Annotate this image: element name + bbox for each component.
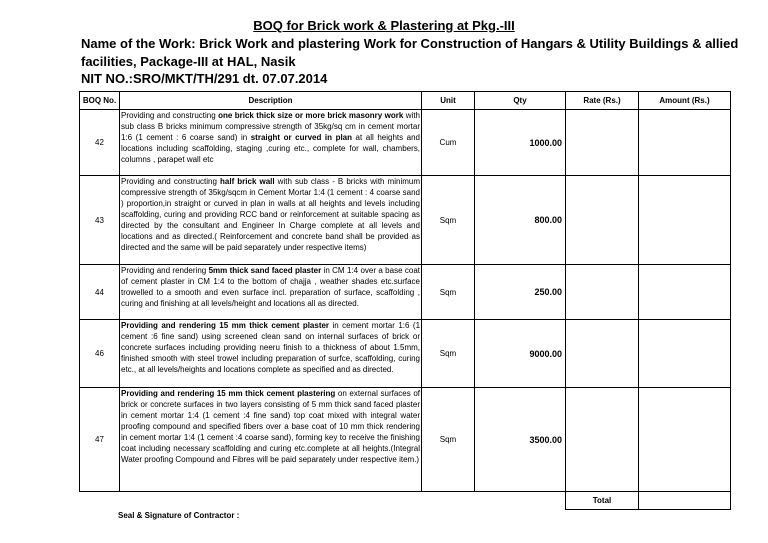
boq-table: [79, 91, 731, 510]
header-rate: Rate (Rs.): [566, 92, 639, 110]
unit-cell: Sqm: [422, 388, 475, 492]
table-row: [80, 388, 731, 492]
description-text: with sub class B bricks minimum compressive strength of 35kg/sq cm in cement mortar 1:6 (1 cement : 6 coarse sand) in: [121, 111, 421, 142]
boq-no-cell: 43: [80, 176, 120, 265]
work-name-value-2: facilities, Package-III at HAL, Nasik: [81, 54, 296, 69]
total-blank: [475, 492, 566, 510]
amount-cell: [639, 176, 731, 265]
seal-signature-label: Seal & Signature of Contractor :: [118, 511, 240, 520]
header-description: Description: [120, 92, 422, 110]
description-text: half brick wall: [220, 177, 275, 186]
work-name-line: [81, 36, 738, 51]
work-name-value-1: Brick Work and plastering Work for Construction of Hangars & Utility Buildings & allied: [199, 36, 739, 51]
description-cell: [120, 265, 422, 320]
total-blank: [422, 492, 475, 510]
amount-cell: [639, 388, 731, 492]
work-name-line-2: [81, 54, 296, 69]
total-blank: [80, 492, 120, 510]
description-text: Providing and rendering 15 mm thick cement plastering: [121, 389, 336, 398]
description-text: 5mm thick sand faced plaster: [208, 266, 322, 275]
boq-no-cell: 47: [80, 388, 120, 492]
description-cell: [120, 110, 422, 176]
description-text: at all heights and locations including scaffolding, staging ,curing etc., complete for wall, chambers, columns , parapet wall etc: [121, 133, 420, 164]
document-title: BOQ for Brick work & Plastering at Pkg.-III: [253, 18, 515, 33]
unit-cell: Sqm: [422, 320, 475, 388]
header-unit: Unit: [422, 92, 475, 110]
table-row: [80, 110, 731, 176]
total-label: Total: [566, 492, 639, 510]
work-name-label: Name of the Work:: [81, 36, 196, 51]
table-header-row: [80, 92, 731, 110]
table-row: [80, 265, 731, 320]
description-text: with sub class - B bricks with minimum compressive strength of 35kg/sqcm in Cement Mortar 1:4 (1 cement : 4 coarse sand ) proportion,in straight or curved in plan in walls at all heights and levels including scaffolding, curing and providing RCC band or reinforcement at suitable spacing as directed by the consultant and Engineer In Charge complete at all levels and locations and as directed.( Reinforcement and concrete band shall be provided as directed and the same will be paid separately under respective items): [121, 177, 421, 252]
amount-cell: [639, 110, 731, 176]
unit-cell: Cum: [422, 110, 475, 176]
header-amount: Amount (Rs.): [639, 92, 731, 110]
total-row: [80, 492, 731, 510]
header-boq-no: BOQ No.: [80, 92, 120, 110]
table-row: [80, 176, 731, 265]
description-text: straight or curved in plan: [250, 133, 353, 142]
description-text: Providing and rendering: [121, 266, 209, 275]
amount-cell: [639, 265, 731, 320]
boq-no-cell: 46: [80, 320, 120, 388]
unit-cell: Sqm: [422, 176, 475, 265]
boq-no-cell: 42: [80, 110, 120, 176]
total-amount-cell: [639, 492, 731, 510]
description-text: Providing and constructing: [121, 111, 219, 120]
qty-cell: 3500.00: [475, 388, 566, 492]
description-cell: [120, 388, 422, 492]
qty-cell: 9000.00: [475, 320, 566, 388]
qty-cell: 1000.00: [475, 110, 566, 176]
description-cell: [120, 176, 422, 265]
total-blank: [120, 492, 422, 510]
rate-cell: [566, 265, 639, 320]
description-text: Providing and constructing: [121, 177, 221, 186]
rate-cell: [566, 176, 639, 265]
rate-cell: [566, 388, 639, 492]
description-text: in cement mortar 1:6 (1 cement :6 fine sand) using screened clean sand on internal surfaces of brick or concrete surfaces including providing neeru finish to a thickness of about 1.5mm, finished smooth with steel trowel including preparation of surfce, scaffolding, curing etc., at all levels/heights and locations complete as specified and as directed.: [121, 321, 421, 374]
description-text: Providing and rendering 15 mm thick cement plaster: [121, 321, 330, 330]
boq-no-cell: 44: [80, 265, 120, 320]
description-text: in CM 1:4 over a base coat of cement plaster in CM 1:4 to the bottom of chajja , weather shades etc.surface trowelled to a smooth and even surface incl. preparation of surface, scaffolding , curing and finishing at all levels/height and locations all as directed.: [121, 266, 421, 308]
qty-cell: 800.00: [475, 176, 566, 265]
nit-label: NIT NO.:: [81, 71, 133, 86]
table-row: [80, 320, 731, 388]
description-cell: [120, 320, 422, 388]
unit-cell: Sqm: [422, 265, 475, 320]
nit-line: [81, 71, 327, 86]
rate-cell: [566, 110, 639, 176]
qty-cell: 250.00: [475, 265, 566, 320]
rate-cell: [566, 320, 639, 388]
amount-cell: [639, 320, 731, 388]
description-text: one brick thick size or more brick masonry work: [218, 111, 404, 120]
description-text: on external surfaces of brick or concrete surfaces in two layers consisting of 5 mm thick sand faced plaster in cement mortar 1:4 (1 cement :4 fine sand) top coat mixed with integral water proofing compound and specified fibers over a base coat of 10 mm thick rendering in cement mortar 1:4 (1 cement :4 coarse sand), forming key to receive the finishing coat including necessary scaffolding and curing etc.complete at all heights.(Integral Water proofing Compound and Fibres will be paid separately under respective item.): [121, 389, 421, 464]
nit-value: SRO/MKT/TH/291 dt. 07.07.2014: [133, 71, 328, 86]
header-qty: Qty: [475, 92, 566, 110]
